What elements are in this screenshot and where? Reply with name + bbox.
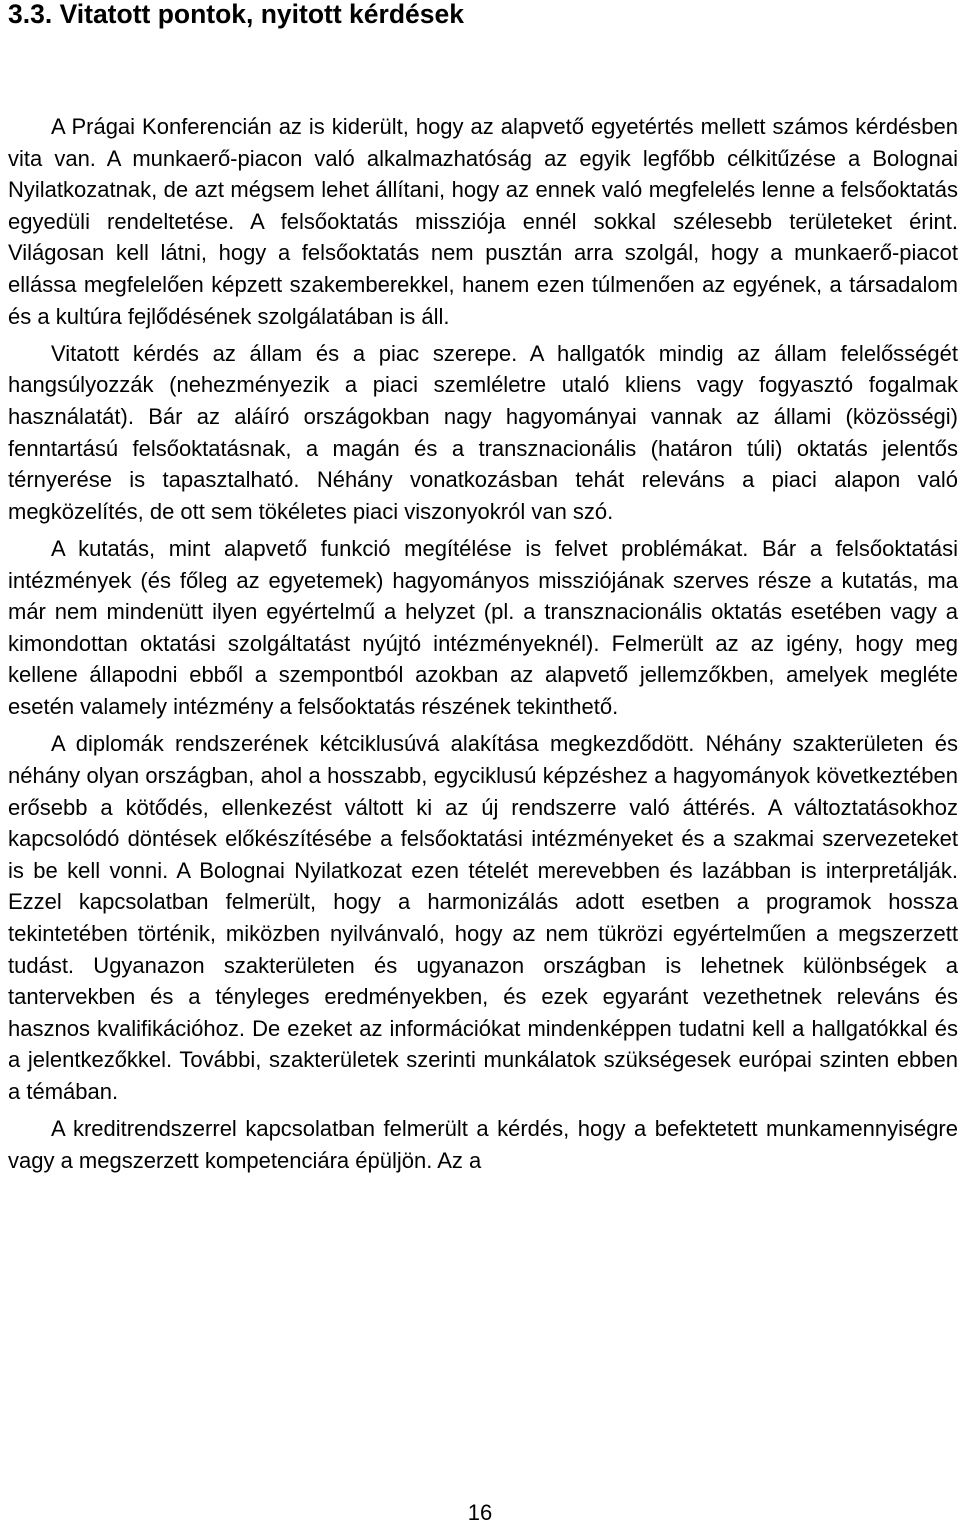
paragraph: Vitatott kérdés az állam és a piac szerepe. A hallgatók mindig az állam felelősségét hangsúlyozzák (nehezményezik a piaci szemléletre utaló kliens vagy fogyasztó fogalmak használatát). Bár az aláíró országokban nagy hagyományai vannak az állami (közösségi) fenntartású felsőoktatásnak, a magán és a transznacionális (határon túli) oktatás jelentős térnyerése is tapasztalható. Néhány vonatkozásban tehát releváns a piaci alapon való megközelítés, de ott sem tökéletes piaci viszonyokról van szó. [8,340,958,524]
paragraph: A diplomák rendszerének kétciklusúvá alakítása megkezdődött. Néhány szakterületen és néhány olyan országban, ahol a hosszabb, egyciklusú képzéshez a hagyományok következtében erősebb a kötődés, ellenkezést váltott ki az új rendszerre való áttérés. A változtatásokhoz kapcsolódó döntések előkészítésébe a felsőoktatási intézményeket és a szakmai szervezeteket is be kell vonni. A Bolognai Nyilatkozat ezen tételét merevebben és lazábban is interpretálják. Ezzel kapcsolatban felmerült, hogy a harmonizálás adott esetben a programok hossza tekintetében történik, miközben nyilvánvaló, hogy az nem tükrözi egyértelműen a megszerzett tudást. Ugyanazon szakterületen és ugyanazon országban is lehetnek különbségek a tantervekben és a tényleges eredményekben, és ezek egyaránt vezethetnek releváns és hasznos kvalifikációhoz. De ezeket az információkat mindenképpen tudatni kell a hallgatókkal és a jelentkezőkkel. További, szakterületek szerinti munkálatok szükségesek európai szinten ebben a témában. [8,731,958,1104]
paragraph: A Prágai Konferencián az is kiderült, hogy az alapvető egyetértés mellett számos kérdésben vita van. A munkaerő-piacon való alkalmazhatóság az egyik legfőbb célkitűzése a Bolognai Nyilatkozatnak, de azt mégsem lehet állítani, hogy az ennek való megfelelés lenne a felsőoktatás egyedüli rendeltetése. A felsőoktatás missziója ennél sokkal szélesebb területeket érint. Világosan kell látni, hogy a felsőoktatás nem pusztán arra szolgál, hogy a munkaerő-piacot ellássa megfelelően képzett szakemberekkel, hanem ezen túlmenően az egyének, a társadalom és a kultúra fejlődésének szolgálatában is áll. [8,114,958,329]
body-text [8,111,958,1176]
page-number: 16 [467,1500,493,1525]
paragraph: A kreditrendszerrel kapcsolatban felmerült a kérdés, hogy a befektetett munkamennyiségre vagy a megszerzett kompetenciára épüljön. Az a [8,1116,958,1173]
paragraph: A kutatás, mint alapvető funkció megítélése is felvet problémákat. Bár a felsőoktatási intézmények (és főleg az egyetemek) hagyományos missziójának szerves része a kutatás, ma már nem mindenütt ilyen egyértelmű a helyzet (pl. a transznacionális oktatás esetében vagy a kimondottan oktatási szolgáltatást nyújtó intézményeknél). Felmerült az az igény, hogy meg kellene állapodni ebből a szempontból azokban az alapvető jellemzőkben, amelyek megléte esetén valamely intézmény a felsőoktatás részének tekinthető. [8,536,958,720]
section-heading: 3.3. Vitatott pontok, nyitott kérdések [8,0,464,29]
